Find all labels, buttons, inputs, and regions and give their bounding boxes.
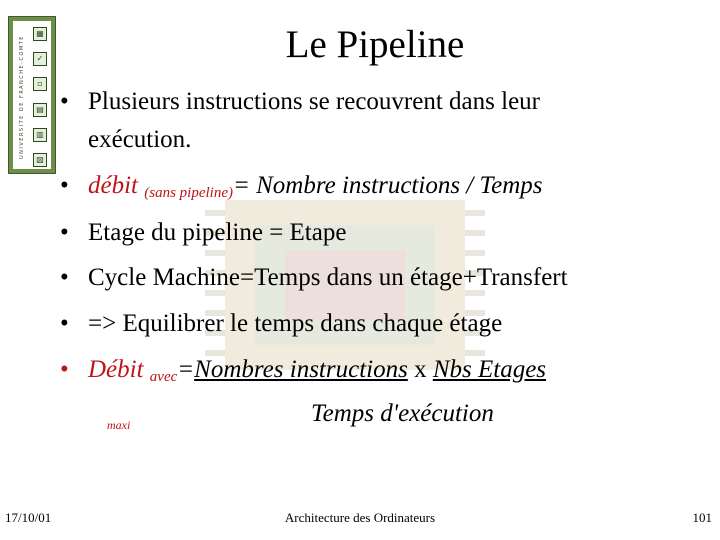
footer-date: 17/10/01: [5, 510, 52, 525]
building-icon: ▦: [33, 27, 47, 41]
debit-max-subscript: avec: [149, 369, 178, 385]
bullet-dot: •: [60, 88, 69, 115]
multiply-sign: x: [407, 356, 433, 383]
maxi-subscript: maxi: [107, 418, 131, 432]
debit-label: débit: [88, 172, 138, 199]
bullet-text-5: => Equilibrer le temps dans chaque étage: [88, 310, 503, 337]
bullet-dot: •: [60, 172, 69, 199]
bullet-dot: •: [60, 310, 69, 337]
debit-formula: = Nombre instructions / Temps: [232, 172, 543, 199]
denominator-time: Temps d'exécution: [311, 400, 494, 427]
footer-course-title: Architecture des Ordinateurs: [284, 510, 436, 525]
square-icon: ▫: [33, 77, 47, 91]
bullet-text-3: Etage du pipeline = Etape: [88, 219, 347, 246]
bars-icon: ▧: [33, 153, 47, 167]
grid-icon: ▤: [33, 103, 47, 117]
bullet-text-1a: Plusieurs instructions se recouvrent dans leur: [88, 88, 540, 115]
bullet-dot: •: [60, 356, 69, 383]
bullet-text-4: Cycle Machine=Temps dans un étage+Transfert: [88, 264, 568, 291]
debit-max-label: Débit: [88, 356, 144, 383]
numerator-instructions: Nombres instructions: [194, 356, 408, 383]
footer-page-number: 101: [692, 510, 712, 525]
numerator-stages: Nbs Etages: [432, 356, 547, 383]
debit-max-equals: =: [177, 356, 195, 383]
bullet-dot: •: [60, 264, 69, 291]
bullet-text-1b: exécution.: [88, 126, 192, 153]
bullet-dot: •: [60, 219, 69, 246]
columns-icon: ▥: [33, 128, 47, 142]
logo-text: UNIVERSITE DE FRANCHE-COMTE: [19, 35, 25, 159]
check-icon: ✓: [33, 52, 47, 66]
slide-title: Le Pipeline: [285, 23, 465, 66]
debit-subscript: (sans pipeline): [144, 185, 233, 201]
